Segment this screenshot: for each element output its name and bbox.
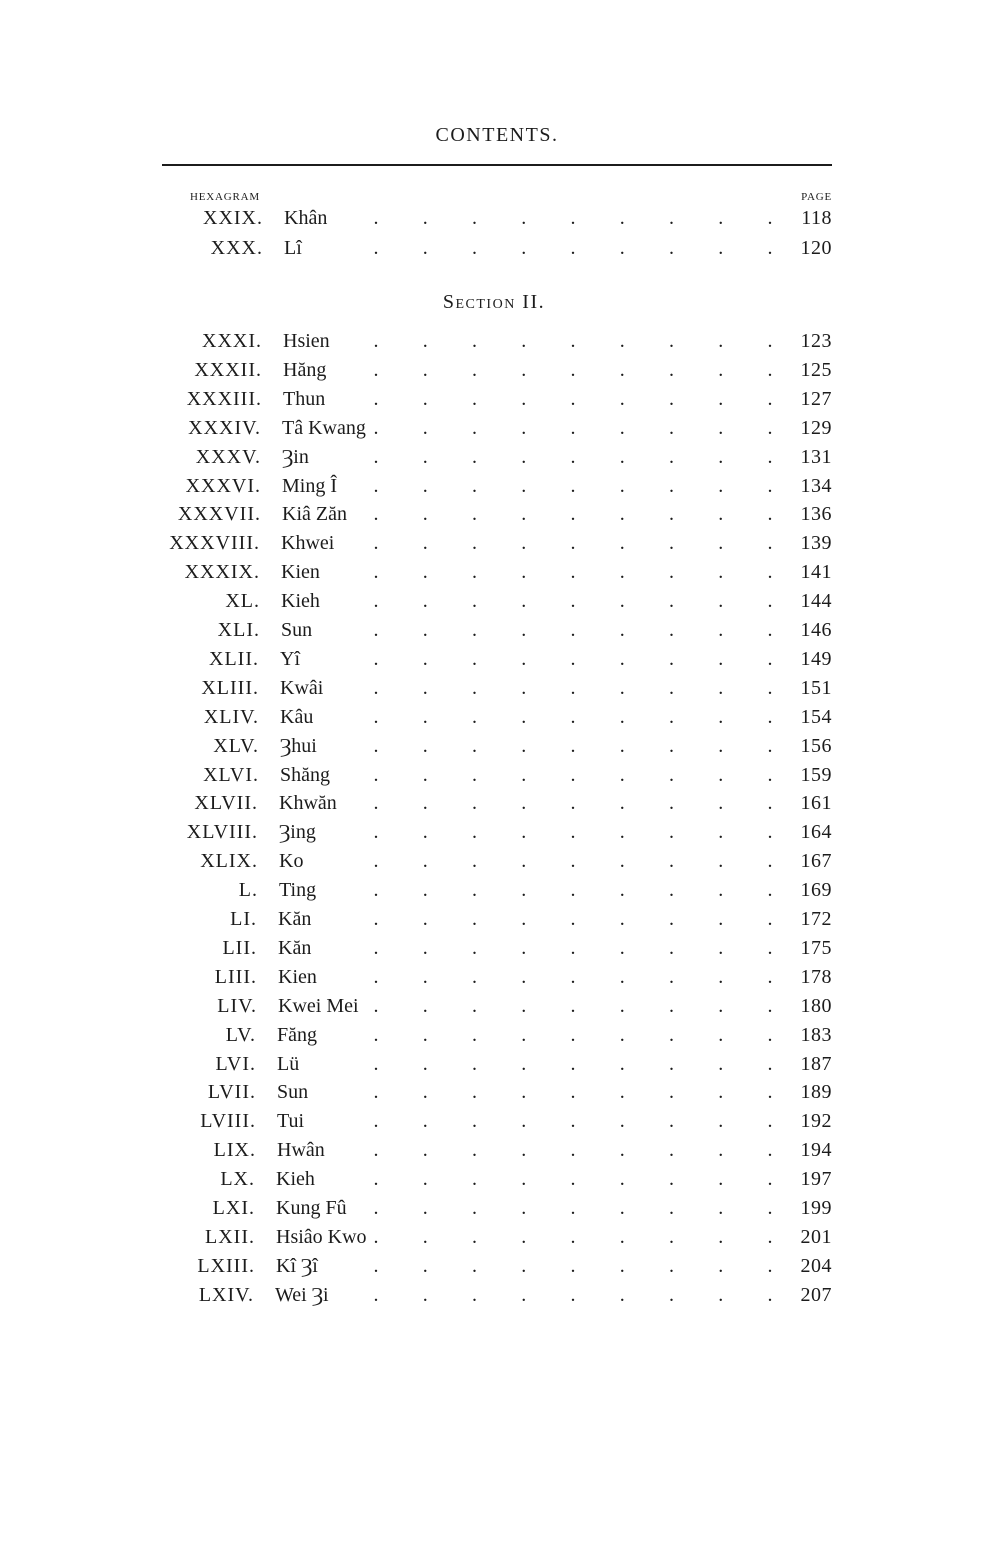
hexagram-name: Făng (277, 1023, 317, 1046)
hexagram-numeral: XLVII. (194, 792, 258, 815)
hexagram-numeral: LV. (225, 1023, 256, 1046)
hexagram-numeral: LXII. (205, 1225, 255, 1248)
dot-leader: . . . . . . . . . (373, 503, 773, 526)
hexagram-name: Lî (284, 237, 302, 259)
toc-entry (0, 821, 1000, 850)
hexagram-numeral: XLIX. (200, 850, 258, 873)
dot-leader: . . . . . . . . . (373, 1052, 773, 1075)
hexagram-name: Sun (281, 619, 313, 641)
toc-entry (0, 1024, 1000, 1053)
hexagram-numeral: LVI. (215, 1052, 256, 1075)
hexagram-name: Kăn (278, 908, 312, 930)
page-number: 131 (800, 445, 832, 468)
hexagram-name: Kăn (278, 936, 312, 959)
hexagram-name: Ming Î (282, 474, 337, 497)
toc-entry (0, 908, 1000, 937)
hexagram-name: Kieh (281, 590, 320, 613)
hexagram-numeral: XXXI. (202, 330, 262, 352)
hexagram-name: Kî Ȝî (276, 1254, 318, 1277)
hexagram-name: Kiâ Zăn (282, 503, 347, 526)
toc-entry (0, 417, 1000, 446)
toc-entry (0, 1139, 1000, 1168)
toc-entry (0, 995, 1000, 1024)
page-number: 187 (800, 1052, 832, 1075)
dot-leader: . . . . . . . . . (373, 705, 773, 728)
page-number: 123 (800, 330, 832, 352)
page-number: 175 (800, 936, 832, 959)
dot-leader: . . . . . . . . . (373, 1283, 773, 1306)
hexagram-name: Kwei Mei (278, 994, 359, 1017)
header-rule (162, 164, 832, 166)
dot-leader: . . . . . . . . . (373, 994, 773, 1017)
dot-leader: . . . . . . . . . (373, 676, 773, 699)
hexagram-numeral: XXX. (210, 237, 263, 259)
page-number: 156 (800, 734, 832, 757)
hexagram-numeral: XLVIII. (186, 821, 258, 844)
toc-entry (0, 561, 1000, 590)
hexagram-name: Kung Fû (276, 1197, 347, 1219)
toc-entry (0, 937, 1000, 966)
hexagram-name: Khwăn (279, 792, 337, 815)
dot-leader: . . . . . . . . . (373, 647, 773, 670)
dot-leader: . . . . . . . . . (373, 1081, 773, 1104)
hexagram-numeral: L. (238, 879, 258, 902)
running-head: CONTENTS. (435, 124, 559, 146)
hexagram-numeral: LVIII. (200, 1110, 256, 1133)
hexagram-numeral: XXXII. (194, 358, 262, 381)
toc-entry (0, 590, 1000, 619)
dot-leader: . . . . . . . . . (373, 1023, 773, 1046)
hexagram-name: Thun (283, 387, 326, 410)
hexagram-column-header: HEXAGRAM (190, 191, 260, 203)
page-number: 164 (800, 821, 832, 844)
hexagram-numeral: XXXIII. (186, 387, 262, 410)
dot-leader: . . . . . . . . . (373, 330, 773, 352)
page-number: 207 (800, 1283, 832, 1306)
hexagram-numeral: LXIV. (198, 1283, 254, 1306)
hexagram-numeral: LII. (222, 936, 257, 959)
toc-entry (0, 648, 1000, 677)
dot-leader: . . . . . . . . . (373, 561, 773, 584)
dot-leader: . . . . . . . . . (373, 734, 773, 757)
toc-entry (0, 677, 1000, 706)
hexagram-numeral: XXXIV. (188, 416, 261, 439)
hexagram-numeral: XLIV. (203, 705, 259, 728)
toc-entry (0, 764, 1000, 793)
hexagram-numeral: LI. (230, 908, 257, 930)
toc-entry (0, 1197, 1000, 1226)
toc-entry (0, 475, 1000, 504)
page-number: 197 (800, 1168, 832, 1191)
dot-leader: . . . . . . . . . (373, 965, 773, 988)
page-number: 204 (800, 1254, 832, 1277)
dot-leader: . . . . . . . . . (373, 821, 773, 844)
toc-entry (0, 792, 1000, 821)
page-number: 134 (800, 474, 832, 497)
dot-leader: . . . . . . . . . (373, 850, 773, 873)
dot-leader: . . . . . . . . . (373, 590, 773, 613)
page-number: 167 (800, 850, 832, 873)
toc-entry (0, 1168, 1000, 1197)
toc-entry (0, 388, 1000, 417)
toc-entry (0, 706, 1000, 735)
dot-leader: . . . . . . . . . (373, 879, 773, 902)
hexagram-numeral: XXIX. (203, 207, 263, 229)
hexagram-numeral: XXXVI. (185, 474, 261, 497)
hexagram-numeral: LIV. (217, 994, 257, 1017)
toc-entry (0, 735, 1000, 764)
dot-leader: . . . . . . . . . (373, 1168, 773, 1191)
hexagram-name: Khwei (281, 532, 335, 555)
dot-leader: . . . . . . . . . (373, 237, 773, 259)
page-number: 183 (800, 1023, 832, 1046)
dot-leader: . . . . . . . . . (373, 908, 773, 930)
hexagram-name: Hăng (283, 358, 327, 381)
page-number: 136 (800, 503, 832, 526)
hexagram-name: Shăng (280, 763, 330, 786)
toc-entry (0, 503, 1000, 532)
page-number: 129 (800, 416, 832, 439)
dot-leader: . . . . . . . . . (373, 532, 773, 555)
page-number: 127 (800, 387, 832, 410)
hexagram-numeral: LXI. (212, 1197, 255, 1219)
hexagram-name: Sun (277, 1081, 309, 1104)
page-number: 180 (800, 994, 832, 1017)
page-number: 139 (800, 532, 832, 555)
dot-leader: . . . . . . . . . (373, 474, 773, 497)
hexagram-name: Hsiâo Kwo (276, 1225, 367, 1248)
page-number: 169 (800, 879, 832, 902)
toc-entry (0, 532, 1000, 561)
toc-entry (0, 1110, 1000, 1139)
dot-leader: . . . . . . . . . (373, 1139, 773, 1162)
dot-leader: . . . . . . . . . (373, 445, 773, 468)
hexagram-name: Kien (281, 561, 320, 584)
hexagram-name: Yî (280, 647, 300, 670)
hexagram-numeral: XLIII. (201, 676, 259, 699)
hexagram-name: Ȝing (279, 821, 316, 844)
page-number: 120 (800, 237, 832, 259)
page-number: 149 (800, 647, 832, 670)
hexagram-name: Kien (278, 965, 317, 988)
toc-entry (0, 619, 1000, 648)
page-number: 161 (800, 792, 832, 815)
toc-entry (0, 1226, 1000, 1255)
page-number: 178 (800, 965, 832, 988)
hexagram-numeral: LXIII. (197, 1254, 255, 1277)
hexagram-name: Kwâi (280, 676, 324, 699)
dot-leader: . . . . . . . . . (373, 1225, 773, 1248)
hexagram-numeral: XL. (225, 590, 260, 613)
page-number: 125 (800, 358, 832, 381)
hexagram-name: Ȝin (282, 445, 309, 468)
hexagram-numeral: XXXIX. (184, 561, 260, 584)
hexagram-numeral: LVII. (207, 1081, 256, 1104)
page-number: 118 (801, 207, 832, 229)
toc-entry (0, 879, 1000, 908)
hexagram-numeral: XXXV. (195, 445, 261, 468)
hexagram-name: Tâ Kwang (282, 416, 366, 439)
hexagram-name: Kâu (280, 705, 314, 728)
hexagram-name: Hsien (283, 330, 330, 352)
dot-leader: . . . . . . . . . (373, 1254, 773, 1277)
page-number: 189 (800, 1081, 832, 1104)
toc-entry (0, 1284, 1000, 1313)
page-number: 199 (800, 1197, 832, 1219)
hexagram-numeral: LX. (220, 1168, 255, 1191)
page-number: 141 (800, 561, 832, 584)
dot-leader: . . . . . . . . . (373, 792, 773, 815)
dot-leader: . . . . . . . . . (373, 1110, 773, 1133)
toc-entry (0, 446, 1000, 475)
dot-leader: . . . . . . . . . (373, 358, 773, 381)
section-title: Section II. (442, 291, 546, 313)
dot-leader: . . . . . . . . . (373, 763, 773, 786)
page-number: 154 (800, 705, 832, 728)
hexagram-name: Ting (279, 879, 317, 902)
hexagram-numeral: XLV. (213, 734, 259, 757)
toc-entry (0, 359, 1000, 388)
toc-entry (0, 966, 1000, 995)
page-number: 159 (800, 763, 832, 786)
page-number: 194 (800, 1139, 832, 1162)
hexagram-name: Ȝhui (280, 734, 317, 757)
hexagram-numeral: XLII. (209, 647, 259, 670)
hexagram-name: Tui (277, 1110, 305, 1133)
hexagram-name: Ko (279, 850, 304, 873)
page-number: 144 (800, 590, 832, 613)
page-number: 201 (800, 1225, 832, 1248)
hexagram-name: Khân (284, 207, 328, 229)
toc-entry (0, 237, 1000, 266)
dot-leader: . . . . . . . . . (373, 619, 773, 641)
dot-leader: . . . . . . . . . (373, 387, 773, 410)
page-number: 146 (800, 619, 832, 641)
dot-leader: . . . . . . . . . (373, 936, 773, 959)
hexagram-name: Kieh (276, 1168, 315, 1191)
toc-entry (0, 207, 1000, 236)
dot-leader: . . . . . . . . . (373, 207, 773, 229)
page-number: 151 (800, 676, 832, 699)
toc-entry (0, 1255, 1000, 1284)
hexagram-name: Lü (277, 1052, 300, 1075)
toc-entry (0, 330, 1000, 359)
dot-leader: . . . . . . . . . (373, 1197, 773, 1219)
hexagram-numeral: XXXVII. (177, 503, 261, 526)
hexagram-numeral: LIX. (213, 1139, 256, 1162)
toc-entry (0, 1053, 1000, 1082)
hexagram-numeral: XLI. (217, 619, 260, 641)
hexagram-name: Hwân (277, 1139, 325, 1162)
toc-entry (0, 850, 1000, 879)
page-number: 172 (800, 908, 832, 930)
hexagram-numeral: XXXVIII. (169, 532, 260, 555)
hexagram-numeral: XLVI. (203, 763, 259, 786)
toc-entry (0, 1081, 1000, 1110)
page-column-header: PAGE (801, 191, 832, 203)
dot-leader: . . . . . . . . . (373, 416, 773, 439)
hexagram-name: Wei Ȝi (275, 1283, 329, 1306)
page-number: 192 (800, 1110, 832, 1133)
hexagram-numeral: LIII. (214, 965, 257, 988)
